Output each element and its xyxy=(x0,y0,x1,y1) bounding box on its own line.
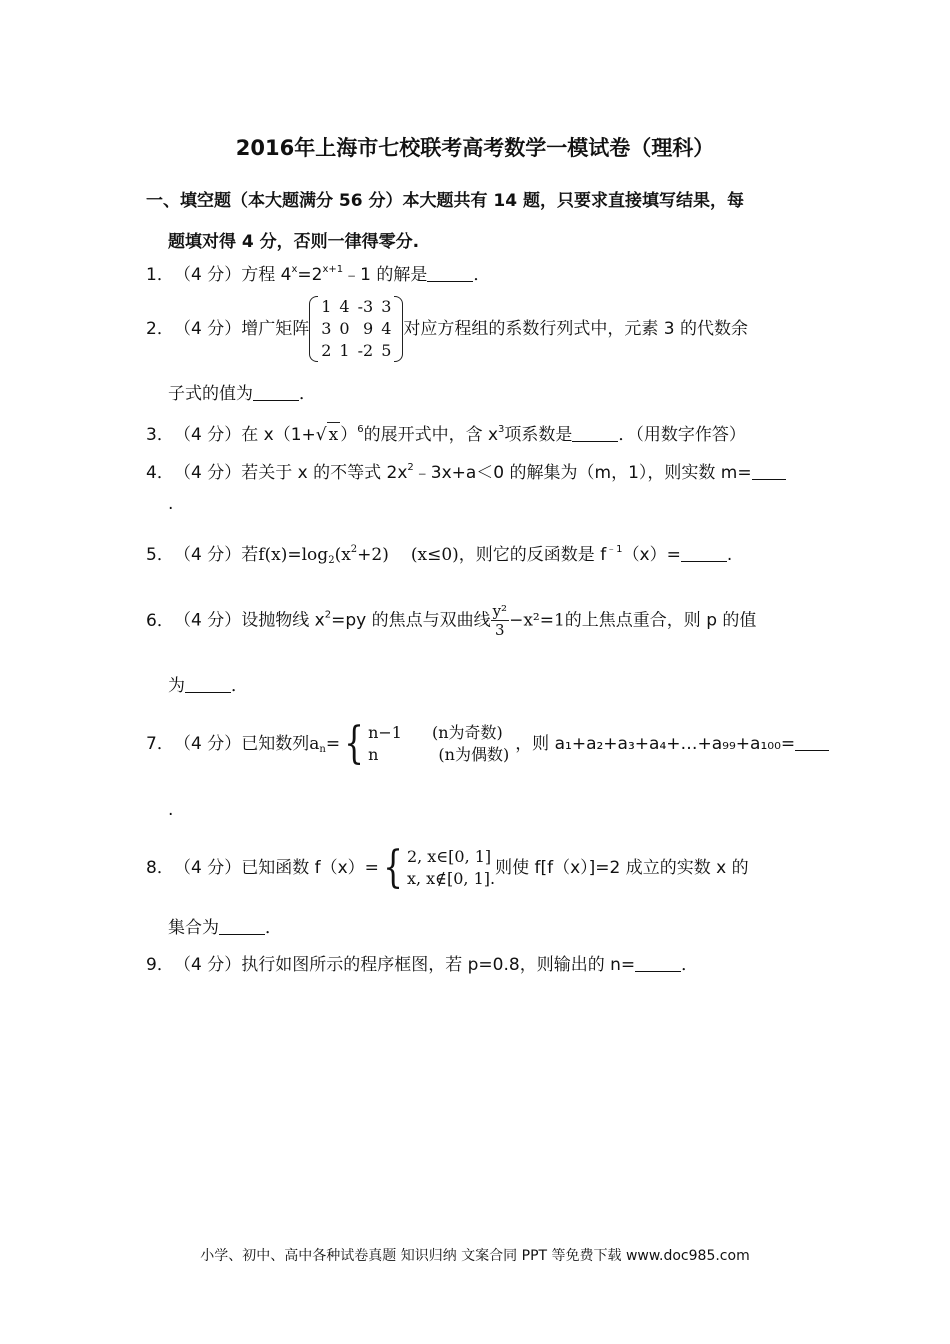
formula: (x xyxy=(334,545,351,565)
subscript: n xyxy=(319,744,326,755)
question-4-cont: . xyxy=(168,494,174,514)
matrix-cell: 4 xyxy=(339,297,350,316)
condition: (x≤0) xyxy=(410,545,459,565)
q-text: 项系数是 xyxy=(504,425,573,445)
section-heading-cont: 题填对得 4 分，否则一律得零分. xyxy=(168,232,420,252)
q-text: 已知函数 f（x）= xyxy=(241,858,379,878)
answer-blank[interactable] xyxy=(681,545,727,562)
answer-blank[interactable] xyxy=(795,734,829,751)
q-text: 增广矩阵 xyxy=(241,319,310,339)
q-number: 5． xyxy=(146,545,174,565)
q-number: 3． xyxy=(146,425,174,445)
q-number: 6． xyxy=(146,610,174,631)
sequence-symbol: a xyxy=(309,734,320,754)
q-points: （4 分） xyxy=(174,610,242,631)
q-number: 1． xyxy=(146,265,174,285)
answer-blank[interactable] xyxy=(219,918,265,935)
question-6 xyxy=(146,602,756,639)
q-number: 9． xyxy=(146,955,174,975)
q-points: （4 分） xyxy=(174,955,242,975)
q-text: ，则 a₁+a₂+a₃+a₄+…+a₉₉+a₁₀₀= xyxy=(515,734,796,754)
exponent: 2 xyxy=(324,609,332,621)
question-3 xyxy=(146,418,746,447)
matrix-cell: 9 xyxy=(363,319,374,338)
matrix-cell: -3 xyxy=(357,297,374,316)
left-brace: { xyxy=(383,842,403,893)
q-text: （x）= xyxy=(622,545,681,565)
matrix-cell: -2 xyxy=(357,341,374,360)
question-7-cont: . xyxy=(168,800,174,820)
case-expr: x, x∉[0, 1]. xyxy=(406,869,496,888)
q-text: 若关于 x 的不等式 2x xyxy=(241,463,408,483)
formula: +2) xyxy=(357,545,389,565)
log-base: 2 xyxy=(328,555,335,566)
question-1 xyxy=(146,258,490,287)
numerator: y² xyxy=(492,602,508,620)
q-text: 集合为 xyxy=(168,918,219,938)
matrix-cell: 1 xyxy=(339,341,350,360)
q-text: 为 xyxy=(168,676,185,696)
case-expr: 2, x∈[0, 1] xyxy=(406,847,492,866)
q-text: ． xyxy=(681,955,699,975)
exponent: 2 xyxy=(407,462,414,473)
question-4 xyxy=(146,456,786,485)
question-2-cont xyxy=(168,382,316,406)
section-heading: 一、填空题（本大题满分 56 分）本大题共有 14 题，只要求直接填写结果，每 xyxy=(146,191,744,211)
q-points: （4 分） xyxy=(174,319,242,339)
q-text: =2 xyxy=(297,265,323,285)
answer-blank[interactable] xyxy=(253,384,299,401)
q-text: =py 的焦点与双曲线 xyxy=(331,610,491,631)
matrix-cell: 2 xyxy=(321,341,332,360)
left-paren xyxy=(309,296,318,362)
q-points: （4 分） xyxy=(174,265,242,285)
q-text: 的展开式中，含 x xyxy=(363,425,499,445)
q-text: 若 xyxy=(241,545,259,565)
radicand: x xyxy=(327,422,341,447)
exponent: 6 xyxy=(357,424,364,435)
q-number: 8． xyxy=(146,858,174,878)
exponent: x xyxy=(291,264,298,275)
question-5 xyxy=(146,538,732,573)
case-cond: (n为偶数) xyxy=(438,745,510,764)
formula: −x²=1 xyxy=(509,610,565,631)
q-points: （4 分） xyxy=(174,545,242,565)
case-expr: n xyxy=(368,745,379,764)
q-text: 已知数列 xyxy=(241,734,310,754)
q-text: ． xyxy=(299,384,316,404)
fraction xyxy=(491,602,510,639)
q-text: 则使 f[f（x）]=2 成立的实数 x 的 xyxy=(495,858,749,878)
matrix-cell: 5 xyxy=(381,341,392,360)
question-8 xyxy=(146,842,749,893)
formula: = xyxy=(325,734,341,754)
q-text: ﹣3x+a＜0 的解集为（m，1），则实数 m= xyxy=(413,463,752,483)
q-text: ． xyxy=(265,918,282,938)
q-text: ．（用数字作答） xyxy=(618,425,746,445)
q-points: （4 分） xyxy=(174,858,242,878)
denominator: 3 xyxy=(495,621,505,639)
q-text: 方程 4 xyxy=(241,265,292,285)
q-text: 子式的值为 xyxy=(168,384,253,404)
q-text: 对应方程组的系数行列式中，元素 3 的代数余 xyxy=(403,319,749,339)
q-number: 7． xyxy=(146,734,174,754)
q-points: （4 分） xyxy=(174,425,242,445)
q-text: 设抛物线 x xyxy=(241,610,325,631)
case-cond: (n为奇数) xyxy=(431,723,503,742)
answer-blank[interactable] xyxy=(427,265,473,282)
exponent: 3 xyxy=(498,424,505,435)
answer-blank[interactable] xyxy=(635,955,681,972)
question-7 xyxy=(146,718,829,769)
q-text: ） xyxy=(340,425,358,445)
q-text: 的上焦点重合，则 p 的值 xyxy=(564,610,757,631)
matrix-cell: 3 xyxy=(381,297,392,316)
answer-blank[interactable] xyxy=(185,676,231,693)
question-9 xyxy=(146,953,698,977)
page-footer: 小学、初中、高中各种试卷真题 知识归纳 文案合同 PPT 等免费下载 www.doc985.com xyxy=(200,1248,750,1264)
exponent: 2 xyxy=(350,544,358,555)
piecewise-cases xyxy=(407,846,495,890)
q-text: 在 x（1+ xyxy=(241,425,316,445)
matrix-cell: 3 xyxy=(321,319,332,338)
question-8-cont xyxy=(168,916,282,940)
augmented-matrix xyxy=(309,296,403,362)
exponent: x+1 xyxy=(322,264,344,275)
q-text: . xyxy=(726,545,733,565)
exponent: ﹣1 xyxy=(606,544,623,555)
answer-blank[interactable] xyxy=(752,463,786,480)
formula: f(x)=log xyxy=(258,545,329,565)
q-number: 4． xyxy=(146,463,174,483)
q-number: 2． xyxy=(146,319,174,339)
case-expr: n−1 xyxy=(368,723,402,742)
piecewise-cases xyxy=(368,722,509,766)
question-2 xyxy=(146,296,748,362)
q-text: 执行如图所示的程序框图，若 p=0.8，则输出的 n= xyxy=(241,955,636,975)
page-title: 2016年上海市七校联考高考数学一模试卷（理科） xyxy=(235,136,715,160)
q-text: ﹣1 的解是 xyxy=(343,265,428,285)
q-text: ，则它的反函数是 f xyxy=(458,545,607,565)
matrix-cell: 1 xyxy=(321,297,332,316)
matrix-cell: 0 xyxy=(339,319,350,338)
matrix-cell: 4 xyxy=(381,319,392,338)
q-points: （4 分） xyxy=(174,463,242,483)
q-points: （4 分） xyxy=(174,734,242,754)
q-text: ． xyxy=(231,676,248,696)
left-brace: { xyxy=(344,718,364,769)
question-6-cont xyxy=(168,674,248,698)
sqrt-sign: √ xyxy=(315,425,327,445)
q-text: ． xyxy=(473,265,491,285)
answer-blank[interactable] xyxy=(572,425,618,442)
right-paren xyxy=(394,296,403,362)
